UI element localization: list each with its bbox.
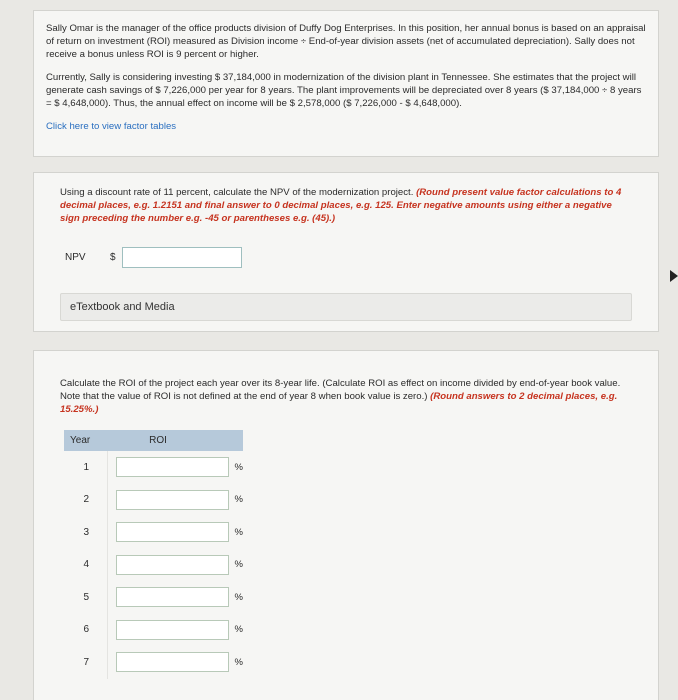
table-row: [64, 549, 243, 582]
table-row: [64, 646, 243, 679]
year-cell: 5: [64, 581, 107, 614]
npv-instruction-text: Using a discount rate of 11 percent, calculate the NPV of the modernization project.: [60, 187, 414, 198]
npv-label: NPV: [65, 252, 86, 263]
roi-instruction: [60, 377, 632, 416]
percent-unit: %: [234, 656, 243, 668]
percent-unit: %: [234, 494, 243, 506]
table-row: [64, 451, 243, 484]
roi-input-year-7[interactable]: [116, 652, 229, 672]
percent-unit: %: [234, 461, 243, 473]
roi-cell: [108, 522, 244, 542]
percent-unit: %: [234, 559, 243, 571]
npv-instruction: [60, 186, 632, 225]
intro-paragraph-2: Currently, Sally is considering investing $ 37,184,000 in modernization of the division plant in Tennessee. She estimates that the project will generate cash savings of $ 7,226,000 per year for 8 years. The plant improvements will be depreciated over 8 years ($ 37,184,000 ÷ 8 years = $ 4,648,000). Thus, the annual effect on income will be $ 2,578,000 ($ 7,226,000 - $ 4,648,000).: [46, 72, 642, 109]
table-row: [64, 614, 243, 647]
year-cell: 6: [64, 614, 107, 647]
year-cell: 1: [64, 451, 107, 484]
currency-symbol: $: [110, 252, 116, 263]
table-row: [64, 516, 243, 549]
npv-row: [65, 247, 242, 268]
intro-paragraph-1: Sally Omar is the manager of the office products division of Duffy Dog Enterprises. In this position, her annual bonus is based on an appraisal of return on investment (ROI) measured as Division income ÷ End-of-year division assets (net of accumulated depreciation). Sally does not receive a bonus unless ROI is 9 percent or higher.: [46, 23, 646, 60]
roi-input-year-4[interactable]: [116, 555, 229, 575]
npv-input[interactable]: [122, 247, 242, 268]
problem-statement: [33, 10, 659, 157]
roi-cell: [108, 587, 244, 607]
year-cell: 3: [64, 516, 107, 549]
npv-question: [33, 172, 659, 332]
etextbook-media-bar[interactable]: eTextbook and Media: [60, 293, 632, 321]
roi-instruction-text: Calculate the ROI of the project each year over its 8-year life. (Calculate ROI as effect on income divided by end-of-year book value. Note that the value of ROI is not defined at the end of year 8 when book value is zero.): [60, 378, 621, 402]
percent-unit: %: [234, 526, 243, 538]
percent-unit: %: [234, 624, 243, 636]
npv-rounding-note: (Round present value factor calculations to 4 decimal places, e.g. 1.2151 and final answer to 0 decimal places, e.g. 125. Enter negative amounts using either a negative sign preceding the number e.g. -45 or parentheses e.g. (45).): [60, 187, 622, 224]
roi-input-year-6[interactable]: [116, 620, 229, 640]
percent-unit: %: [234, 591, 243, 603]
roi-rounding-note: (Round answers to 2 decimal places, e.g. 15.25%.): [60, 391, 618, 415]
roi-cell: [108, 457, 244, 477]
roi-cell: [108, 620, 244, 640]
year-column-header: Year: [64, 430, 107, 451]
roi-cell: [108, 652, 244, 672]
factor-tables-link[interactable]: Click here to view factor tables: [46, 121, 177, 132]
roi-column-header: ROI: [107, 430, 243, 451]
cursor-arrow-icon: [670, 270, 678, 282]
roi-question: [33, 350, 659, 700]
roi-table: [64, 430, 243, 679]
roi-input-year-1[interactable]: [116, 457, 229, 477]
table-row: [64, 581, 243, 614]
year-cell: 2: [64, 484, 107, 517]
roi-cell: [108, 555, 244, 575]
roi-input-year-2[interactable]: [116, 490, 229, 510]
roi-cell: [108, 490, 244, 510]
year-cell: 7: [64, 646, 107, 679]
year-cell: 4: [64, 549, 107, 582]
table-row: [64, 484, 243, 517]
roi-input-year-3[interactable]: [116, 522, 229, 542]
roi-input-year-5[interactable]: [116, 587, 229, 607]
